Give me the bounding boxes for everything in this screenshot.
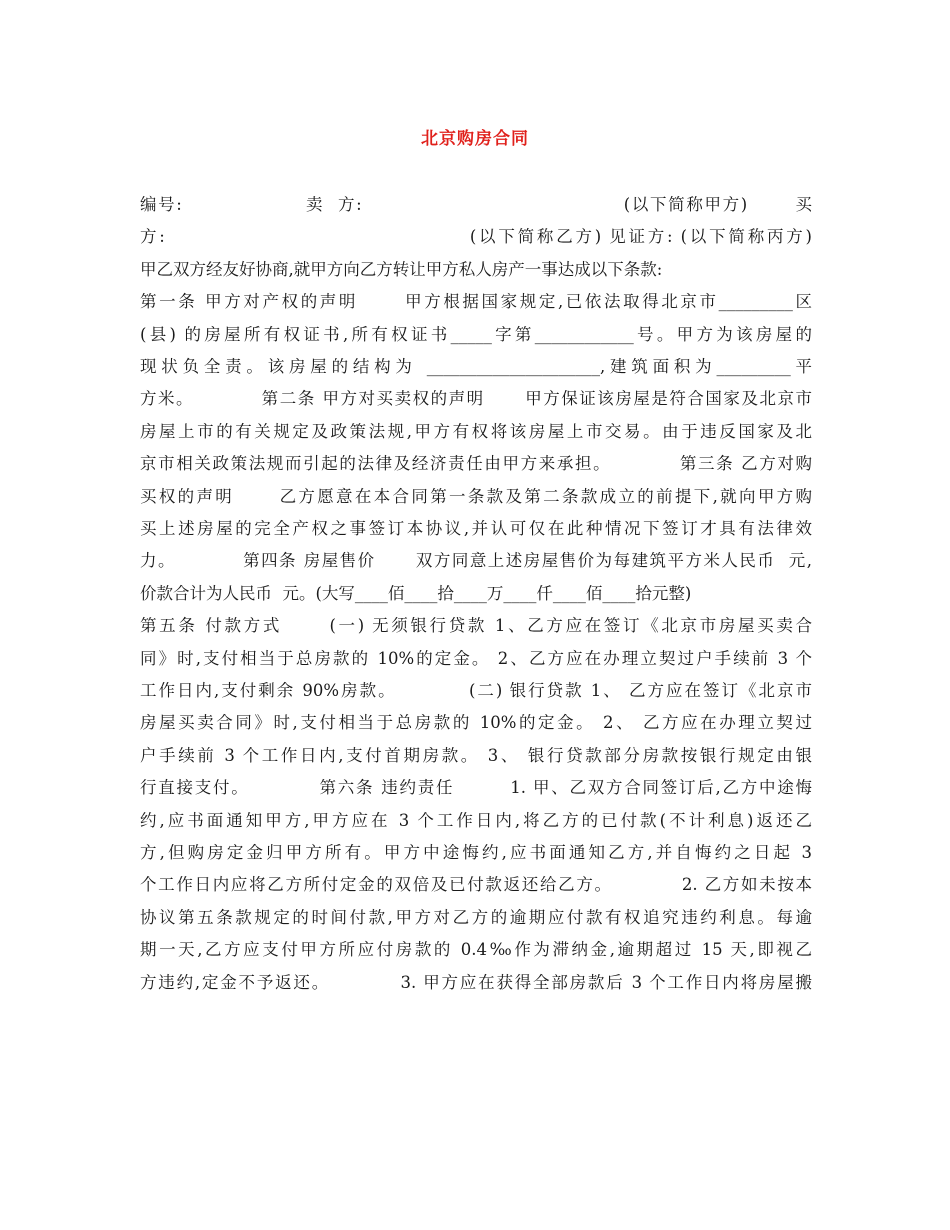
contract-text-line: 协议第五条款规定的时间付款,甲方对乙方的逾期应付款有权追究违约利息。每逾 bbox=[140, 907, 812, 927]
contract-text-line: 方违约,定金不予返还。 3. 甲方应在获得全部房款后 3 个工作日内将房屋搬 bbox=[140, 972, 812, 992]
contract-text-line: 买权的声明 乙方愿意在本合同第一条款及第二条款成立的前提下,就向甲方购 bbox=[140, 486, 812, 506]
contract-text-line: 工作日内,支付剩余 90%房款。 (二) 银行贷款 1、 乙方应在签订《北京市 bbox=[140, 681, 812, 700]
contract-text-line: 京市相关政策法规而引起的法律及经济责任由甲方来承担。 第三条 乙方对购 bbox=[140, 454, 812, 474]
contract-text-line: 价款合计为人民币 元。(大写____佰____拾____万____仟____佰____拾元整) bbox=[140, 583, 692, 603]
contract-text-line: 方: (以下简称乙方) 见证方: (以下简称丙方) bbox=[140, 227, 812, 247]
contract-text-line: 现状负全责。该房屋的结构为 _____________________,建筑面积为_________平 bbox=[140, 357, 812, 376]
contract-text-line: 甲乙双方经友好协商,就甲方向乙方转让甲方私人房产一事达成以下条款: bbox=[140, 259, 663, 279]
contract-text-line: (县) 的房屋所有权证书,所有权证书_____字第____________号。甲方为该房屋的 bbox=[140, 324, 812, 344]
contract-text-line: 买上述房屋的完全产权之事签订本协议,并认可仅在此种情况下签订才具有法律效 bbox=[140, 519, 812, 538]
contract-text-line: 房屋买卖合同》时,支付相当于总房款的 10%的定金。 2、 乙方应在办理立契过 bbox=[140, 713, 812, 733]
contract-text-line: 力。 第四条 房屋售价 双方同意上述房屋售价为每建筑平方米人民币 元, bbox=[140, 551, 812, 571]
contract-text-line: 方米。 第二条 甲方对买卖权的声明 甲方保证该房屋是符合国家及北京市 bbox=[140, 389, 812, 409]
document-title: 北京购房合同 bbox=[421, 129, 529, 149]
contract-text-line: 行直接支付。 第六条 违约责任 1. 甲、乙双方合同签订后,乙方中途悔 bbox=[140, 778, 812, 798]
contract-text-line: 个工作日内应将乙方所付定金的双倍及已付款返还给乙方。 2. 乙方如未按本 bbox=[140, 875, 812, 895]
contract-text-line: 约,应书面通知甲方,甲方应在 3 个工作日内,将乙方的已付款(不计利息)返还乙 bbox=[140, 810, 812, 830]
contract-text-line: 同》时,支付相当于总房款的 10%的定金。 2、乙方应在办理立契过户手续前 3 个 bbox=[140, 648, 812, 668]
contract-text-line: 编号: 卖 方: (以下简称甲方) 买 bbox=[140, 195, 812, 214]
contract-text-line: 第五条 付款方式 (一) 无须银行贷款 1、乙方应在签订《北京市房屋买卖合 bbox=[140, 616, 812, 636]
contract-text-line: 第一条 甲方对产权的声明 甲方根据国家规定,已依法取得北京市_________区 bbox=[140, 292, 812, 312]
contract-text-line: 期一天,乙方应支付甲方所应付房款的 0.4‰作为滞纳金,逾期超过 15 天,即视乙 bbox=[140, 940, 812, 960]
contract-text-line: 房屋上市的有关规定及政策法规,甲方有权将该房屋上市交易。由于违反国家及北 bbox=[140, 421, 812, 441]
contract-text-line: 户手续前 3 个工作日内,支付首期房款。 3、 银行贷款部分房款按银行规定由银 bbox=[140, 745, 812, 765]
contract-text-line: 方,但购房定金归甲方所有。甲方中途悔约,应书面通知乙方,并自悔约之日起 3 bbox=[140, 843, 812, 862]
